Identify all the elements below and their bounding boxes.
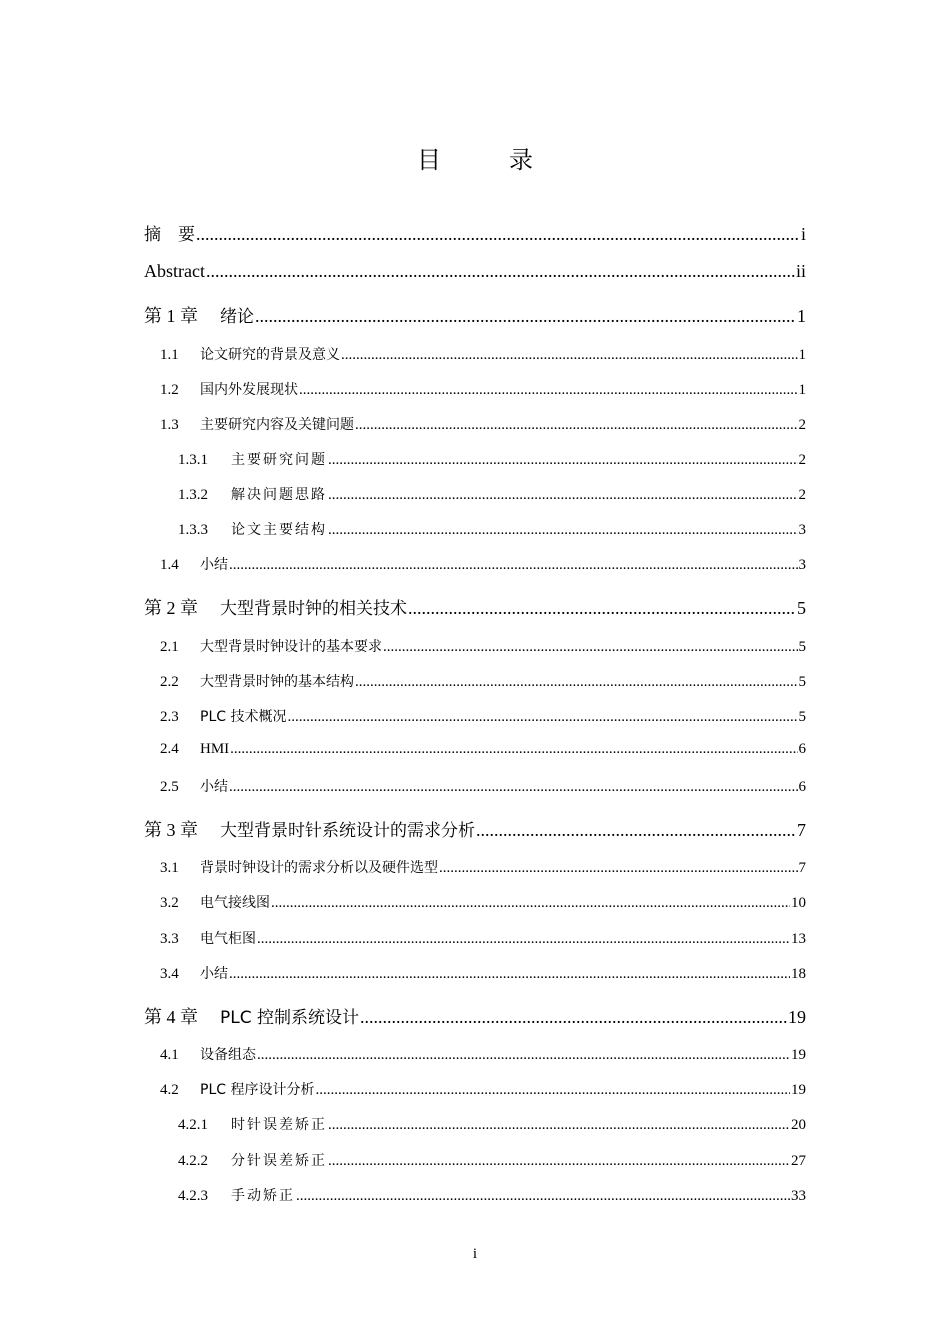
toc-entry-number: 1.4 [160, 557, 179, 573]
toc-dot-leader [439, 860, 798, 877]
toc-dot-leader [476, 820, 796, 841]
toc-entry[interactable] [178, 449, 806, 469]
toc-entry-title: 小结 [200, 966, 228, 982]
toc-dot-leader [360, 1007, 787, 1028]
toc-dot-leader [296, 1188, 790, 1205]
toc-entry-number: 第 4 章 [144, 1007, 198, 1027]
toc-entry-page: 19 [791, 1082, 806, 1098]
toc-dot-leader [196, 224, 800, 245]
toc-entry-title: 论文研究的背景及意义 [200, 347, 340, 363]
toc-entry-page: 33 [791, 1188, 806, 1204]
toc-entry-number: 第 1 章 [144, 306, 198, 326]
page-number-footer: i [472, 1246, 478, 1262]
toc-entry[interactable] [144, 816, 806, 842]
toc-entry-page: 1 [798, 347, 806, 363]
toc-entry[interactable] [160, 892, 806, 912]
toc-dot-leader [287, 709, 797, 726]
toc-entry[interactable] [178, 484, 806, 504]
toc-entry-page: 19 [788, 1007, 806, 1027]
toc-entry-title: 主要研究内容及关键问题 [200, 417, 354, 433]
toc-dot-leader [229, 966, 790, 983]
toc-dot-leader [408, 598, 796, 619]
toc-entry-page: 5 [798, 639, 806, 655]
toc-entry-number: 2.5 [160, 779, 179, 795]
toc-entry-number: 2.4 [160, 741, 179, 757]
toc-dot-leader [315, 1082, 790, 1099]
toc-entry-number: 3.3 [160, 931, 179, 947]
toc-entry-number: 4.2.3 [178, 1188, 208, 1204]
toc-entry-page: 20 [791, 1117, 806, 1133]
toc-entry-page: 1 [798, 382, 806, 398]
toc-dot-leader [229, 779, 798, 796]
toc-entry-number: 4.2 [160, 1082, 179, 1098]
toc-entry[interactable] [160, 928, 806, 948]
toc-entry-page: 3 [798, 557, 806, 573]
toc-dot-leader [255, 306, 796, 327]
toc-entry-title: 分针误差矫正 [231, 1153, 327, 1169]
toc-entry-number: 2.2 [160, 674, 179, 690]
toc-entry-number: 1.3 [160, 417, 179, 433]
toc-dot-leader [341, 347, 798, 364]
toc-dot-leader [355, 417, 798, 434]
toc-entry-title: 小结 [200, 779, 228, 795]
toc-entry[interactable] [178, 519, 806, 539]
toc-entry-title: 论文主要结构 [231, 522, 327, 538]
toc-entry-page: 18 [791, 966, 806, 982]
toc-entry-number: 3.4 [160, 966, 179, 982]
toc-entry[interactable] [144, 1003, 806, 1029]
toc-entry-title: 小结 [200, 557, 228, 573]
toc-entry[interactable] [144, 261, 806, 282]
toc-entry[interactable] [160, 776, 806, 796]
toc-entry-page: 7 [797, 820, 806, 840]
toc-entry-title: 大型背景时钟的基本结构 [200, 674, 354, 690]
toc-entry-title: 手动矫正 [231, 1188, 295, 1204]
toc-entry-number: 4.2.2 [178, 1153, 208, 1169]
toc-dot-leader [355, 674, 798, 691]
toc-entry-page: 1 [797, 306, 806, 326]
toc-entry-number: 1.3.2 [178, 487, 208, 503]
toc-dot-leader [328, 1153, 790, 1170]
toc-entry-number: 2.3 [160, 709, 179, 725]
toc-entry[interactable] [160, 857, 806, 877]
toc-entry-title: 国内外发展现状 [200, 382, 298, 398]
toc-dot-leader [328, 522, 798, 539]
toc-entry-page: i [800, 224, 806, 244]
toc-entry-number: 1.3.3 [178, 522, 208, 538]
toc-entry[interactable] [160, 706, 806, 726]
toc-dot-leader [328, 1117, 790, 1134]
toc-entry-title: PLC 技术概况 [200, 709, 287, 725]
toc-entry-page: 6 [798, 779, 806, 795]
toc-entry-number: 3.1 [160, 860, 179, 876]
toc-entry[interactable] [144, 594, 806, 620]
toc-entry-title: HMI [200, 741, 230, 757]
toc-entry[interactable] [178, 1150, 806, 1170]
toc-entry-number: 1.2 [160, 382, 179, 398]
toc-entry-page: 2 [798, 452, 806, 468]
toc-entry-title: PLC 控制系统设计 [220, 1008, 359, 1028]
toc-entry-title: Abstract [144, 261, 205, 281]
toc-entry-page: 27 [791, 1153, 806, 1169]
toc-entry-number: 1.1 [160, 347, 179, 363]
toc-entry-number: 4.2.1 [178, 1117, 208, 1133]
toc-entry-number: 4.1 [160, 1047, 179, 1063]
toc-entry-page: 2 [798, 487, 806, 503]
toc-entry-page: 3 [798, 522, 806, 538]
toc-entry-number: 3.2 [160, 895, 179, 911]
toc-dot-leader [230, 741, 797, 758]
toc-entry-title: 设备组态 [200, 1047, 256, 1063]
toc-dot-leader [299, 382, 798, 399]
toc-entry[interactable] [160, 963, 806, 983]
toc-entry-number: 1.3.1 [178, 452, 208, 468]
toc-entry-page: 13 [791, 931, 806, 947]
toc-entry-title: 大型背景时钟的相关技术 [220, 599, 407, 619]
toc-entry-number: 第 2 章 [144, 598, 198, 618]
toc-entry-title: 背景时钟设计的需求分析以及硬件选型 [200, 860, 438, 876]
toc-entry[interactable] [160, 414, 806, 434]
toc-entry-page: 5 [798, 674, 806, 690]
toc-dot-leader [257, 1047, 790, 1064]
toc-entry-title: 电气柜图 [200, 931, 256, 947]
toc-entry[interactable] [144, 220, 806, 245]
toc-entry[interactable] [160, 379, 806, 399]
toc-entry-title: 大型背景时针系统设计的需求分析 [220, 821, 475, 841]
toc-entry[interactable] [160, 1079, 806, 1099]
toc-entry[interactable] [160, 741, 806, 758]
toc-entry[interactable] [160, 636, 806, 656]
toc-entry[interactable] [144, 302, 806, 328]
toc-dot-leader [328, 487, 798, 504]
toc-entry-title: 摘 要 [144, 225, 195, 245]
toc-entry-page: 19 [791, 1047, 806, 1063]
toc-dot-leader [271, 895, 790, 912]
toc-entry-number: 2.1 [160, 639, 179, 655]
toc-entry-page: ii [795, 261, 806, 281]
toc-entry[interactable] [160, 554, 806, 574]
toc-entry-title: PLC 程序设计分析 [200, 1082, 315, 1098]
toc-dot-leader [328, 452, 798, 469]
toc-entry[interactable] [160, 1044, 806, 1064]
toc-entry-title: 时针误差矫正 [231, 1117, 327, 1133]
toc-entry-title: 大型背景时钟设计的基本要求 [200, 639, 382, 655]
toc-entry-page: 6 [798, 741, 806, 757]
toc-entry-page: 10 [791, 895, 806, 911]
toc-entry-page: 2 [798, 417, 806, 433]
toc-entry-number: 第 3 章 [144, 820, 198, 840]
page-title: 目 录 [417, 146, 555, 174]
toc-dot-leader [383, 639, 798, 656]
toc-dot-leader [257, 931, 790, 948]
toc-entry[interactable] [160, 671, 806, 691]
toc-entry-title: 解决问题思路 [231, 487, 327, 503]
toc-entry-page: 5 [798, 709, 806, 725]
toc-entry[interactable] [178, 1114, 806, 1134]
toc-entry-title: 绪论 [220, 307, 254, 327]
toc-entry-page: 7 [798, 860, 806, 876]
toc-entry-page: 5 [797, 598, 806, 618]
toc-dot-leader [229, 557, 798, 574]
toc-entry-title: 电气接线图 [200, 895, 270, 911]
toc-entry[interactable] [178, 1185, 806, 1205]
toc-entry-title: 主要研究问题 [231, 452, 327, 468]
toc-entry[interactable] [160, 344, 806, 364]
toc-dot-leader [206, 261, 795, 282]
